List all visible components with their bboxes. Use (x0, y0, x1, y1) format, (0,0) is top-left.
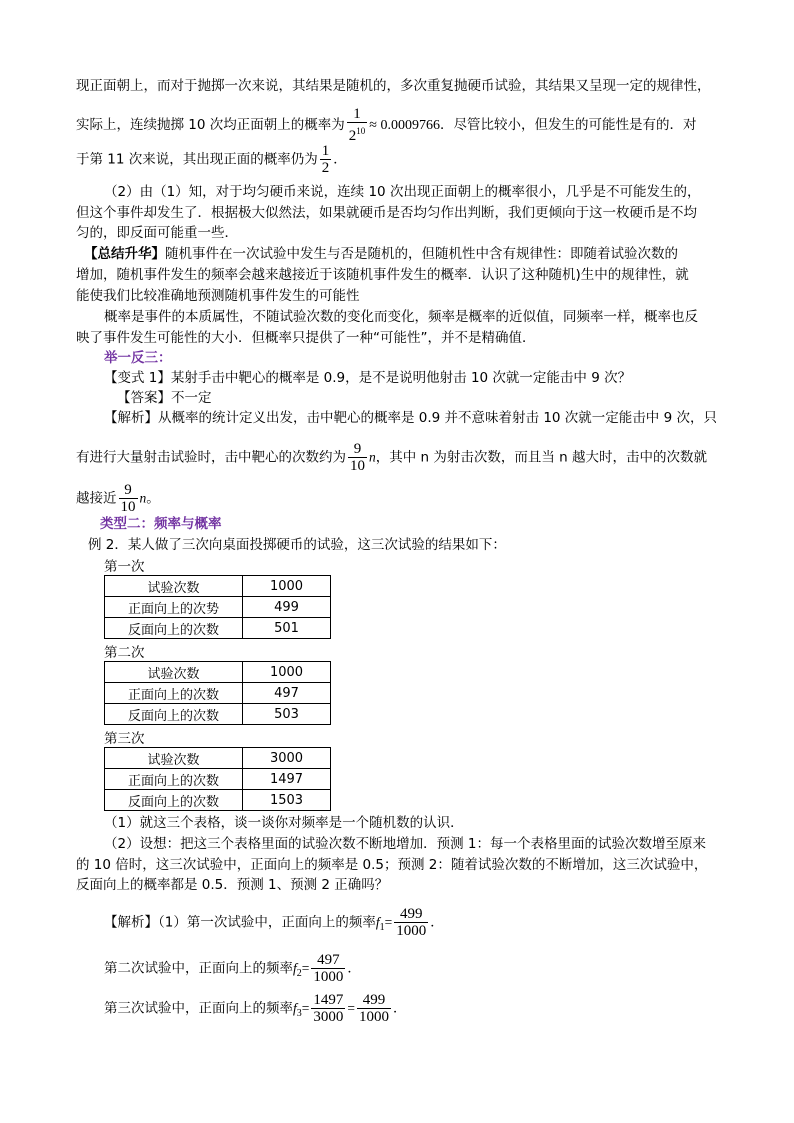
text-line: 概率是事件的本质属性，不随试验次数的变化而变化，频率是概率的近似值，同频率一样，概率也反 (104, 309, 698, 325)
data-table (104, 747, 331, 811)
text-run: ，其中 n 为射击次数，而且当 n 越大时，击中的次数就 (375, 449, 708, 466)
answer-text: 不一定 (171, 390, 212, 406)
text-line: 例 2．某人做了三次向桌面投掷硬币的试验，这三次试验的结果如下： (88, 537, 506, 553)
table-row (105, 597, 331, 618)
text-line (104, 369, 631, 387)
text-line (104, 992, 407, 1025)
fraction (394, 906, 428, 939)
text-run: ．尽管比较小，但发生的可能性是有的．对 (439, 117, 697, 133)
table-label: 第三次 (104, 731, 145, 747)
base: 2 (348, 128, 357, 144)
table-cell: 499 (243, 597, 331, 618)
numerator: 499 (399, 906, 423, 922)
table-cell: 试验次数 (105, 662, 243, 683)
numerator: 499 (362, 992, 386, 1008)
table-row (105, 662, 331, 683)
table-cell: 反面向上的次数 (105, 618, 243, 639)
text-run: ． (430, 914, 444, 931)
data-table (104, 661, 331, 725)
text-line: 的 10 倍时，这三次试验中，正面向上的频率是 0.5；预测 2：随着试验次数的不断增加，这三次试验中， (76, 857, 708, 873)
table-cell: 1000 (243, 662, 331, 683)
numerator: 9 (124, 482, 132, 498)
fraction (311, 952, 345, 985)
text-line: 匀的，即反面可能重一些． (76, 225, 238, 241)
text-run: 有进行大量射击试验时，击中靶心的次数约为 (76, 449, 346, 466)
analysis-label: 【解析】 (104, 410, 158, 426)
text-line (104, 409, 717, 427)
text-run: 越接近 (76, 490, 117, 507)
fraction (357, 992, 391, 1025)
table-row (105, 618, 331, 639)
table-row (105, 748, 331, 769)
fraction (119, 482, 138, 515)
text-run: 。 (146, 490, 160, 507)
table-label: 第二次 (104, 645, 145, 661)
text-run: 于第 11 次来说，其出现正面的概率仍为 (76, 151, 318, 168)
exponent: 10 (356, 126, 366, 136)
numerator: 1 (353, 106, 361, 122)
table-cell: 反面向上的次数 (105, 790, 243, 811)
table-row (105, 704, 331, 725)
table-cell: 试验次数 (105, 576, 243, 597)
approx-value: ≈ 0.0009766 (369, 118, 440, 133)
table-label: 第一次 (104, 559, 145, 575)
variant-label: 【变式 1】 (104, 370, 171, 386)
denominator: 1000 (396, 923, 427, 939)
table-cell: 1497 (243, 769, 331, 790)
equals-sign: = (384, 914, 393, 930)
text-line: 反面向上的概率都是 0.5．预测 1、预测 2 正确吗？ (76, 877, 389, 893)
table-cell: 497 (243, 683, 331, 704)
text-line: （2）由（1）知，对于均匀硬币来说，连续 10 次出现正面朝上的概率很小，几乎是不可能发生的， (104, 184, 701, 200)
variable: n (139, 490, 147, 506)
denominator (347, 122, 368, 144)
numerator: 1497 (313, 992, 344, 1008)
text-line: 能使我们比较准确地预测随机事件发生的可能性 (76, 288, 360, 304)
text-run: 某射手击中靶心的概率是 0.9，是不是说明他射击 10 次就一定能击中 9 次？ (170, 370, 632, 386)
text-line (76, 106, 696, 144)
variable: f (293, 960, 297, 976)
text-run: 从概率的统计定义出发，击中靶心的概率是 0.9 并不意味着射击 10 次就一定能击中 9 次，只 (158, 410, 717, 426)
text-run: ． (333, 151, 347, 168)
numerator: 497 (317, 952, 340, 968)
text-run: 实际上，连续抛掷 10 次均正面朝上的概率为 (76, 117, 345, 133)
text-run: （1）第一次试验中，正面向上的频率 (158, 914, 376, 931)
section-title: 类型二：频率与概率 (100, 516, 222, 532)
variable: n (369, 449, 376, 465)
text-line (84, 245, 678, 263)
section-title: 举一反三： (104, 350, 172, 366)
denominator: 10 (120, 499, 136, 515)
variable: f (293, 1000, 297, 1016)
text-line (117, 389, 212, 407)
table-cell: 试验次数 (105, 748, 243, 769)
text-line: 现正面朝上，而对于抛掷一次来说，其结果是随机的，多次重复抛硬币试验，其结果又呈现一定的规律性， (76, 78, 711, 94)
table-cell: 1000 (243, 576, 331, 597)
text-line (104, 952, 361, 985)
text-run: 随机事件在一次试验中发生与否是随机的，但随机性中含有规律性：即随着试验次数的 (165, 246, 678, 262)
text-line: 增加，随机事件发生的频率会越来越接近于该随机事件发生的概率．认识了这种随机)生中的规律性，就 (76, 267, 689, 283)
denominator: 2 (321, 160, 330, 176)
numerator: 9 (353, 441, 362, 457)
text-line: （1）就这三个表格，谈一谈你对频率是一个随机数的认识． (104, 815, 464, 831)
text-line (76, 143, 347, 176)
fraction (320, 143, 332, 176)
numerator: 1 (321, 143, 330, 159)
table-cell: 正面向上的次数 (105, 683, 243, 704)
answer-label: 【答案】 (117, 390, 171, 406)
fraction (347, 106, 368, 144)
text-line (76, 441, 707, 474)
text-run: ． (393, 1000, 407, 1017)
text-run: 第二次试验中，正面向上的频率 (104, 960, 293, 977)
text-line (76, 482, 160, 515)
subscript: 2 (296, 968, 302, 980)
equals-sign: = (301, 1000, 310, 1016)
summary-label: 【总结升华】 (84, 246, 165, 262)
table-row (105, 790, 331, 811)
denominator: 10 (350, 458, 365, 474)
data-table (104, 575, 331, 639)
text-line: （2）设想：把这三个表格里面的试验次数不断地增加．预测 1：每一个表格里面的试验次数增至原来 (104, 836, 706, 852)
equals-sign: = (301, 960, 310, 976)
subscript: 1 (379, 922, 385, 934)
table-row (105, 769, 331, 790)
table-cell: 正面向上的次数 (105, 769, 243, 790)
table-cell: 503 (243, 704, 331, 725)
equals-sign: = (347, 1000, 356, 1016)
text-line: 但这个事件却发生了．根据极大似然法，如果就硬币是否均匀作出判断，我们更倾向于这一枚硬币是不均 (76, 205, 697, 221)
table-row (105, 576, 331, 597)
table-cell: 反面向上的次数 (105, 704, 243, 725)
table-cell: 1503 (243, 790, 331, 811)
text-line: 映了事件发生可能性的大小．但概率只提供了一种“可能性”，并不是精确值． (76, 330, 536, 346)
denominator: 3000 (313, 1009, 344, 1025)
text-run: ． (347, 960, 361, 977)
table-cell: 3000 (243, 748, 331, 769)
subscript: 3 (296, 1008, 302, 1020)
text-line (104, 906, 444, 939)
fraction (348, 441, 367, 474)
fraction (311, 992, 345, 1025)
text-run: 第三次试验中，正面向上的频率 (104, 1000, 293, 1017)
denominator: 1000 (313, 969, 344, 985)
table-row (105, 683, 331, 704)
table-cell: 正面向上的次势 (105, 597, 243, 618)
variable: f (375, 914, 380, 930)
denominator: 1000 (359, 1009, 390, 1025)
solution-label: 【解析】 (104, 914, 158, 931)
table-cell: 501 (243, 618, 331, 639)
